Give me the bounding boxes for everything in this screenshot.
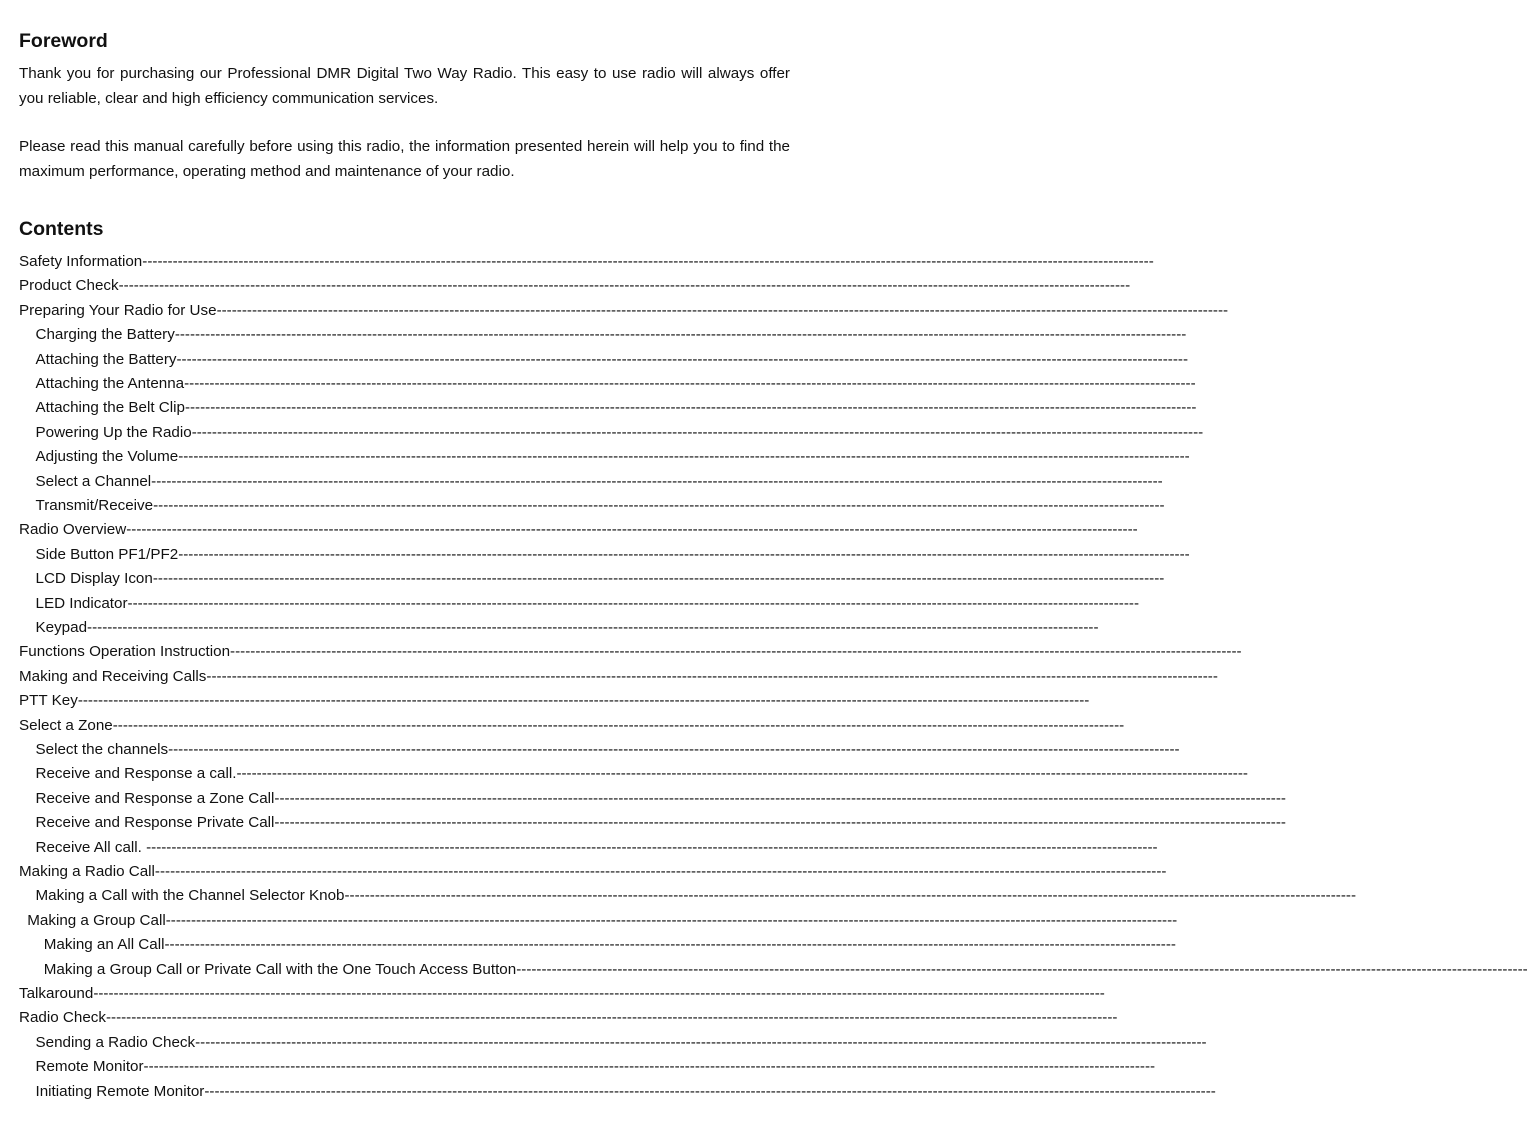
- toc-leader: --------------------------------------------------------------------------------------------------------------------------------------------------------------------------------------------------------: [230, 643, 1242, 661]
- toc-leader: --------------------------------------------------------------------------------------------------------------------------------------------------------------------------------------------------------: [206, 667, 1218, 685]
- toc-entry: [35, 396, 1197, 420]
- toc-entry: [35, 445, 1190, 469]
- toc-entry-title: Making a Call with the Channel Selector Knob: [35, 887, 345, 905]
- toc-entry: [27, 909, 1178, 933]
- toc-leader: --------------------------------------------------------------------------------------------------------------------------------------------------------------------------------------------------------: [146, 838, 1158, 856]
- toc-leader: --------------------------------------------------------------------------------------------------------------------------------------------------------------------------------------------------------: [344, 887, 1357, 905]
- toc-entry: [19, 1006, 1118, 1030]
- toc-entry-title: Receive and Response Private Call: [35, 814, 275, 832]
- toc-entry-title: Preparing Your Radio for Use: [19, 301, 217, 319]
- toc-leader: --------------------------------------------------------------------------------------------------------------------------------------------------------------------------------------------------------: [168, 741, 1180, 758]
- toc-entry-title: Remote Monitor: [35, 1058, 144, 1076]
- toc-leader: --------------------------------------------------------------------------------------------------------------------------------------------------------------------------------------------------------: [176, 350, 1189, 368]
- foreword-heading: Foreword: [19, 30, 108, 52]
- toc-entry-title: Adjusting the Volume: [35, 448, 179, 466]
- toc-leader: --------------------------------------------------------------------------------------------------------------------------------------------------------------------------------------------------------: [516, 960, 1528, 978]
- toc-leader: --------------------------------------------------------------------------------------------------------------------------------------------------------------------------------------------------------: [191, 423, 1204, 441]
- toc-entry: [35, 836, 1158, 860]
- toc-entry: [35, 616, 1099, 640]
- toc-entry: [35, 1080, 1216, 1104]
- toc-entry: [35, 884, 1357, 908]
- toc-leader: --------------------------------------------------------------------------------------------------------------------------------------------------------------------------------------------------------: [126, 521, 1138, 539]
- toc-leader: --------------------------------------------------------------------------------------------------------------------------------------------------------------------------------------------------------: [112, 716, 1125, 734]
- toc-leader: --------------------------------------------------------------------------------------------------------------------------------------------------------------------------------------------------------: [174, 326, 1187, 344]
- toc-entry-title: Functions Operation Instruction: [19, 643, 231, 661]
- toc-entry-title: LCD Display Icon: [35, 570, 153, 588]
- toc-entry: [19, 714, 1125, 738]
- toc-leader: --------------------------------------------------------------------------------------------------------------------------------------------------------------------------------------------------------: [77, 692, 1090, 710]
- toc-leader: --------------------------------------------------------------------------------------------------------------------------------------------------------------------------------------------------------: [184, 399, 1197, 417]
- toc-entry-title: Side Button PF1/PF2: [35, 545, 179, 563]
- toc-entry: [35, 421, 1204, 445]
- toc-entry-title: Making a Group Call or Private Call with the One Touch Access Button: [43, 960, 517, 978]
- toc-entry-title: Initiating Remote Monitor: [35, 1082, 205, 1100]
- toc-entry: [19, 250, 1154, 274]
- toc-leader: --------------------------------------------------------------------------------------------------------------------------------------------------------------------------------------------------------: [151, 472, 1163, 490]
- toc-entry-title: Receive and Response a Zone Call: [35, 789, 275, 807]
- toc-entry-title: Safety Information: [19, 253, 143, 270]
- toc-leader: --------------------------------------------------------------------------------------------------------------------------------------------------------------------------------------------------------: [143, 1058, 1156, 1076]
- contents-heading: Contents: [19, 218, 104, 240]
- toc-entry-title: Talkaround: [19, 985, 94, 1002]
- toc-entry: [43, 958, 1528, 982]
- toc-leader: --------------------------------------------------------------------------------------------------------------------------------------------------------------------------------------------------------: [184, 375, 1196, 392]
- toc-entry-title: Sending a Radio Check: [35, 1033, 196, 1051]
- toc-leader: --------------------------------------------------------------------------------------------------------------------------------------------------------------------------------------------------------: [105, 1009, 1118, 1027]
- toc-entry: [35, 372, 1196, 396]
- toc-entry-title: Making a Group Call: [27, 911, 166, 929]
- toc-entry: [35, 323, 1187, 347]
- toc-leader: --------------------------------------------------------------------------------------------------------------------------------------------------------------------------------------------------------: [142, 253, 1154, 270]
- toc-entry: [35, 738, 1180, 762]
- toc-entry: [19, 665, 1218, 689]
- toc-leader: --------------------------------------------------------------------------------------------------------------------------------------------------------------------------------------------------------: [154, 863, 1167, 880]
- toc-entry: [35, 762, 1248, 786]
- toc-entry: [35, 543, 1190, 567]
- toc-entry-title: Select the channels: [35, 741, 169, 758]
- toc-leader: --------------------------------------------------------------------------------------------------------------------------------------------------------------------------------------------------------: [164, 936, 1176, 954]
- toc-entry-title: PTT Key: [19, 692, 78, 710]
- toc-entry-title: Select a Zone: [19, 716, 113, 734]
- toc-leader: --------------------------------------------------------------------------------------------------------------------------------------------------------------------------------------------------------: [178, 545, 1190, 563]
- toc-entry-title: Receive and Response a call.: [35, 765, 237, 783]
- toc-entry: [19, 274, 1131, 298]
- toc-entry-title: Keypad: [35, 619, 88, 636]
- toc-entry: [35, 470, 1163, 494]
- toc-entry: [19, 299, 1229, 323]
- toc-entry: [35, 592, 1140, 616]
- toc-entry-title: Making and Receiving Calls: [19, 667, 207, 685]
- toc-entry-title: Attaching the Battery: [35, 350, 177, 368]
- toc-entry: [35, 1055, 1156, 1079]
- toc-entry-title: Transmit/Receive: [35, 497, 154, 514]
- toc-entry-title: Receive All call.: [35, 838, 147, 856]
- toc-entry-title: Select a Channel: [35, 472, 152, 490]
- toc-entry: [43, 933, 1176, 957]
- toc-entry: [19, 640, 1242, 664]
- toc-leader: --------------------------------------------------------------------------------------------------------------------------------------------------------------------------------------------------------: [153, 497, 1165, 514]
- toc-leader: --------------------------------------------------------------------------------------------------------------------------------------------------------------------------------------------------------: [274, 814, 1286, 832]
- toc-leader: --------------------------------------------------------------------------------------------------------------------------------------------------------------------------------------------------------: [127, 594, 1140, 612]
- toc-leader: --------------------------------------------------------------------------------------------------------------------------------------------------------------------------------------------------------: [93, 985, 1105, 1002]
- toc-entry-title: LED Indicator: [35, 594, 128, 612]
- toc-entry-title: Radio Check: [19, 1009, 106, 1027]
- toc-leader: --------------------------------------------------------------------------------------------------------------------------------------------------------------------------------------------------------: [274, 789, 1286, 807]
- toc-entry: [35, 348, 1189, 372]
- toc-leader: --------------------------------------------------------------------------------------------------------------------------------------------------------------------------------------------------------: [178, 448, 1190, 466]
- toc-entry: [35, 787, 1286, 811]
- toc-entry: [19, 689, 1090, 713]
- toc-entry-title: Product Check: [19, 277, 119, 295]
- toc-entry: [35, 811, 1286, 835]
- toc-leader: --------------------------------------------------------------------------------------------------------------------------------------------------------------------------------------------------------: [204, 1082, 1216, 1100]
- toc-entry: [35, 494, 1165, 518]
- toc-leader: --------------------------------------------------------------------------------------------------------------------------------------------------------------------------------------------------------: [87, 619, 1099, 636]
- toc-entry-title: Powering Up the Radio: [35, 423, 192, 441]
- toc-leader: --------------------------------------------------------------------------------------------------------------------------------------------------------------------------------------------------------: [152, 570, 1165, 588]
- toc-entry: [19, 860, 1167, 884]
- foreword-paragraph: Thank you for purchasing our Professional DMR Digital Two Way Radio. This easy to use radio will always offer you reliable, clear and high efficiency communication services.: [19, 65, 790, 107]
- toc-entry: [19, 518, 1138, 542]
- toc-leader: --------------------------------------------------------------------------------------------------------------------------------------------------------------------------------------------------------: [195, 1033, 1207, 1051]
- toc-leader: --------------------------------------------------------------------------------------------------------------------------------------------------------------------------------------------------------: [118, 277, 1131, 295]
- toc-entry-title: Charging the Battery: [35, 326, 175, 344]
- toc-entry-title: Making an All Call: [43, 936, 165, 954]
- toc-entry-title: Attaching the Antenna: [35, 375, 185, 392]
- toc-leader: --------------------------------------------------------------------------------------------------------------------------------------------------------------------------------------------------------: [236, 765, 1248, 783]
- toc-entry-title: Making a Radio Call: [19, 863, 155, 880]
- toc-leader: --------------------------------------------------------------------------------------------------------------------------------------------------------------------------------------------------------: [216, 301, 1229, 319]
- toc-entry-title: Attaching the Belt Clip: [35, 399, 185, 417]
- toc-entry: [19, 982, 1105, 1006]
- toc-leader: --------------------------------------------------------------------------------------------------------------------------------------------------------------------------------------------------------: [165, 911, 1178, 929]
- toc-entry: [35, 567, 1165, 591]
- foreword-paragraph: Please read this manual carefully before using this radio, the information presented herein will help you to find the maximum performance, operating method and maintenance of your radio.: [19, 138, 790, 180]
- toc-entry-title: Radio Overview: [19, 521, 127, 539]
- toc-entry: [35, 1031, 1207, 1055]
